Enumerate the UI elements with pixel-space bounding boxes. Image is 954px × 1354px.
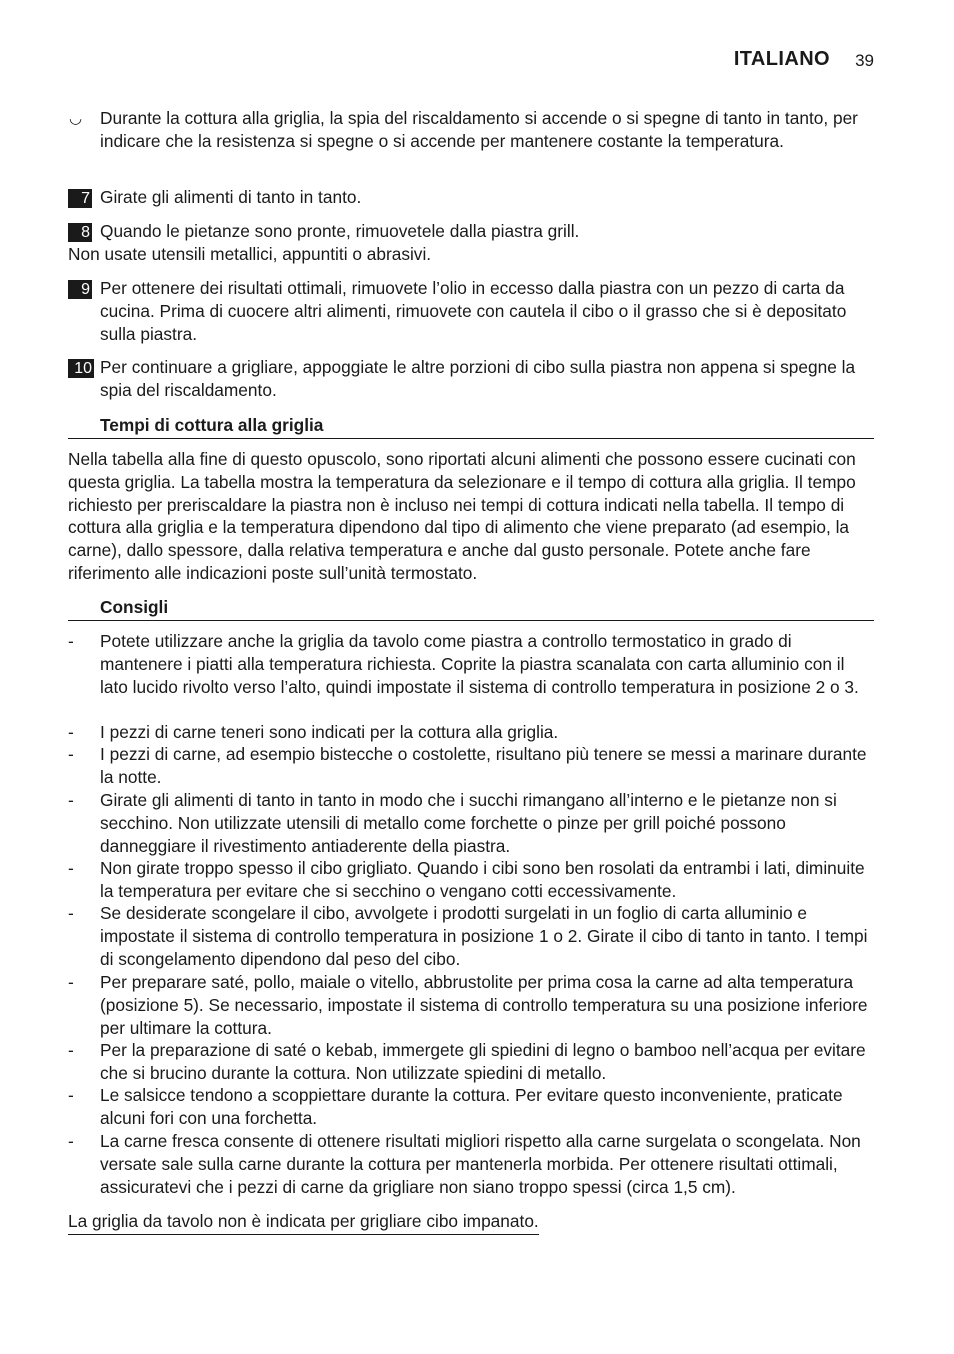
- dash-marker: -: [68, 858, 74, 878]
- step-8-note: Non usate utensili metallici, appuntiti o abrasivi.: [68, 244, 432, 264]
- tip-text: Potete utilizzare anche la griglia da tavolo come piastra a controllo termostatico in grado di mantenere i piatti alla temperatura richiesta. Coprite la piastra scanalata con carta alluminio con il lato lucido rivolto verso l’alto, quindi impostate il sistema di controllo temperatura in posizione 2 o 3.: [100, 631, 859, 697]
- dash-marker: -: [68, 722, 74, 742]
- tip-text: Non girate troppo spesso il cibo grigliato. Quando i cibi sono ben rosolati da entrambi i lati, diminuite la temperatura per evitare che si secchino o vengano cotti eccessivamente.: [100, 858, 865, 901]
- section-heading-tips: [68, 596, 874, 621]
- dash-marker: -: [68, 790, 74, 810]
- dash-marker: -: [68, 1085, 74, 1105]
- section-title: Tempi di cottura alla griglia: [100, 415, 324, 435]
- dash-marker: -: [68, 631, 74, 651]
- page-number: 39: [855, 51, 874, 70]
- section-title: Consigli: [100, 597, 169, 617]
- dash-marker: -: [68, 1131, 74, 1151]
- step-number-badge: 10: [68, 359, 94, 378]
- warning-note: La griglia da tavolo non è indicata per grigliare cibo impanato.: [68, 1210, 539, 1235]
- page-language-header: ITALIANO: [733, 48, 830, 70]
- section-heading-cooking-times: [68, 414, 874, 439]
- dash-marker: -: [68, 744, 74, 764]
- tip-text: Se desiderate scongelare il cibo, avvolgete i prodotti surgelati in un foglio di carta alluminio e impostate il sistema di controllo temperatura in posizione 1 o 2. Girate il cibo di tanto in tanto. I tempi di scongelamento dipendono dal peso del cibo.: [100, 903, 868, 969]
- tip-text: I pezzi di carne, ad esempio bistecche o costolette, risultano più tenere se messi a marinare durante la notte.: [100, 744, 867, 787]
- tip-text: Girate gli alimenti di tanto in tanto in modo che i succhi rimangano all’interno e le pietanze non si secchino. Non utilizzate utensili di metallo come forchette o pinze per grill poiché possono danneggiare il rivestimento antiaderente della piastra.: [100, 790, 837, 856]
- tip-text: Le salsicce tendono a scoppiettare durante la cottura. Per evitare questo inconveniente, praticate alcuni fori con una forchetta.: [100, 1085, 843, 1128]
- dash-marker: -: [68, 903, 74, 923]
- tip-text: La carne fresca consente di ottenere risultati migliori rispetto alla carne surgelata o scongelata. Non versate sale sulla carne durante la cottura per mantenerla morbida. Per ottenere risultati ottimali, assicuratevi che i pezzi di carne da grigliare non siano troppo spessi (circa 1,5 cm).: [100, 1131, 861, 1197]
- step-text: Per ottenere dei risultati ottimali, rimuovete l’olio in eccesso dalla piastra con un pezzo di carta da cucina. Prima di cuocere altri alimenti, rimuovete con cautela il cibo o il grasso che si è depositato sulla piastra.: [100, 278, 847, 344]
- dash-marker: -: [68, 1040, 74, 1060]
- dash-marker: -: [68, 972, 74, 992]
- note-bullet-text: Durante la cottura alla griglia, la spia del riscaldamento si accende o si spegne di tanto in tanto, per indicare che la resistenza si spegne o si accende per mantenere costante la temperatura.: [100, 108, 858, 151]
- step-text: Quando le pietanze sono pronte, rimuovetele dalla piastra grill.: [100, 221, 580, 241]
- step-text: Per continuare a grigliare, appoggiate le altre porzioni di cibo sulla piastra non appena si spegne la spia del riscaldamento.: [100, 357, 856, 400]
- step-number-badge: 8: [68, 223, 92, 242]
- step-text: Girate gli alimenti di tanto in tanto.: [100, 187, 362, 207]
- step-number-badge: 9: [68, 280, 92, 299]
- step-number-badge: 7: [68, 189, 92, 208]
- tip-text: Per la preparazione di saté o kebab, immergete gli spiedini di legno o bamboo nell’acqua per evitare che si brucino durante la cottura. Non utilizzate spiedini di metallo.: [100, 1040, 866, 1083]
- tip-text: I pezzi di carne teneri sono indicati per la cottura alla griglia.: [100, 722, 559, 742]
- cooking-times-paragraph: Nella tabella alla fine di questo opuscolo, sono riportati alcuni alimenti che possono essere cucinati con questa griglia. La tabella mostra la temperatura da selezionare e il tempo di cottura alla griglia. Il tempo richiesto per preriscaldare la piastra non è incluso nei tempi di cottura indicati nella tabella. Il tempo di cottura alla griglia e la temperatura dipendono dal tipo di alimento che viene preparato (ad esempio, la carne), dallo spessore, dalla relativa temperatura e anche dal gusto personale. Potete anche fare riferimento alle indicazioni poste sull’unità termostato.: [68, 449, 856, 583]
- tip-text: Per preparare saté, pollo, maiale o vitello, abbrustolite per prima cosa la carne ad alta temperatura (posizione 5). Se necessario, impostate il sistema di controllo temperatura su una posizione inferiore per ultimare la cottura.: [100, 972, 868, 1038]
- note-bullet-icon: ◡: [69, 110, 83, 127]
